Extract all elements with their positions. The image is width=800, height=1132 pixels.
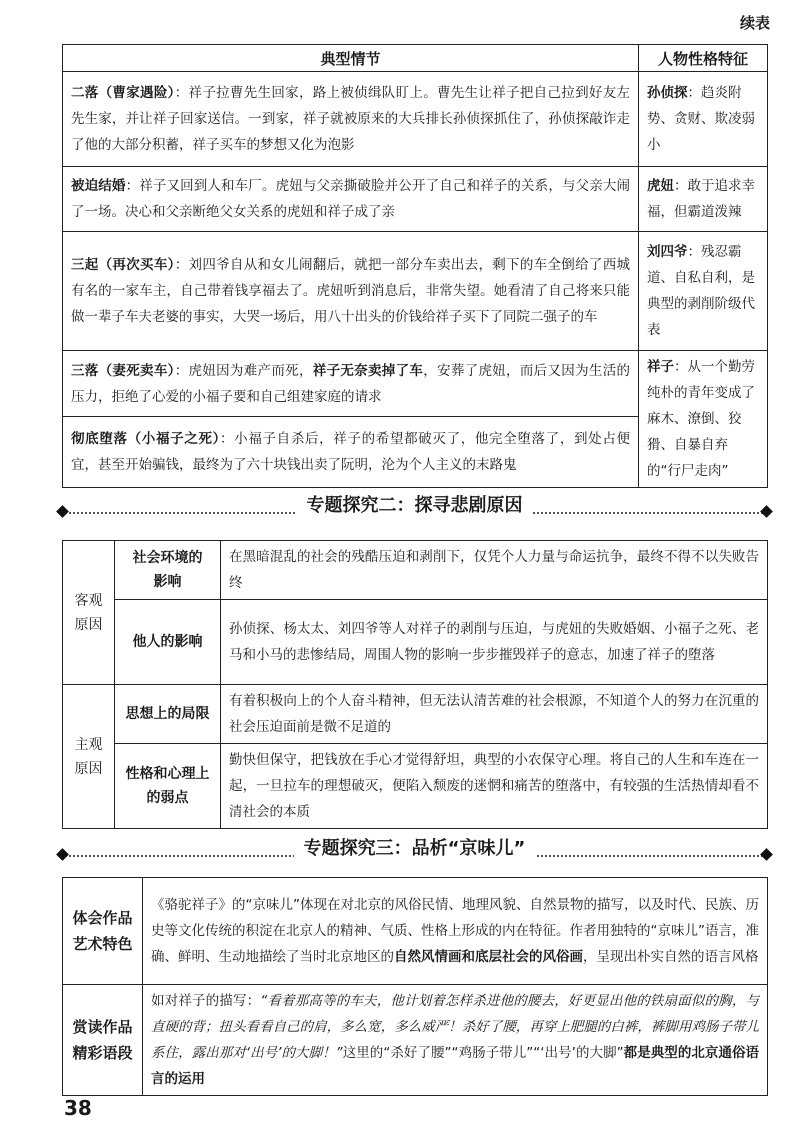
- tragedy-causes-table: [62, 540, 768, 829]
- trait-cell: [639, 232, 768, 351]
- emphasis-text: 都是典型的北京通俗语言的运用: [151, 1045, 760, 1087]
- row-label: 赏读作品精彩语段: [63, 985, 143, 1096]
- table-row: [63, 167, 768, 232]
- table-row: [63, 232, 768, 351]
- trait-name: 虎妞: [647, 178, 674, 194]
- table-row: [63, 685, 768, 744]
- group-label: 客观原因: [63, 541, 115, 685]
- table-row: [63, 72, 768, 167]
- plot-title: 二落（曹家遇险）: [71, 85, 175, 101]
- column-header-plot: 典型情节: [63, 45, 639, 72]
- table-row: [63, 744, 768, 829]
- trait-cell: [639, 167, 768, 232]
- row-text: 在黑暗混乱的社会的残酷压迫和剥削下，仅凭个人力量与命运抗争，最终不得不以失败告终: [221, 541, 768, 600]
- section-heading-2: [62, 486, 767, 526]
- trait-text: ：从一个勤劳纯朴的青年变成了麻木、潦倒、狡猾、自暴自弃的“行尸走肉”: [647, 359, 755, 479]
- row-label: 他人的影响: [115, 600, 221, 685]
- table-row: [63, 541, 768, 600]
- plot-title: 三起（再次买车）: [71, 257, 175, 273]
- page-number: 38: [64, 1096, 92, 1120]
- trait-cell: [639, 72, 768, 167]
- paragraph-text: ，呈现出朴实自然的语言风格: [583, 949, 759, 965]
- trait-text: ：残忍霸道、自私自利，是典型的剥削阶级代表: [647, 244, 755, 338]
- section-heading-3: [62, 829, 767, 869]
- plot-text: ：刘四爷自从和女儿闹翻后，就把一部分车卖出去，剩下的车全倒给了西城有名的一家车主，自己带着钱享福去了。虎妞听到消息后，非常失望。她看清了自己将来只能做一辈子车夫老婆的事实，大哭一场后，用八十出头的价钱给祥子买下了同院二强子的车: [71, 257, 631, 325]
- quote-text: “看着那高等的车夫，他计划着怎样杀进他的腰去，好更显出他的铁扇面似的胸，与直硬的背；扭头看看自己的肩，多么宽，多么威严！杀好了腰，再穿上肥腿的白裤，裤脚用鸡肠子带儿系住，露出那对‘出号’的大脚！”: [151, 993, 760, 1061]
- row-label: 体会作品艺术特色: [63, 878, 143, 985]
- plot-bold-text: 祥子无奈卖掉了车: [312, 362, 424, 379]
- plot-text: ，安葬了虎妞，而后又因为生活的压力，拒绝了心爱的小福子要和自己组建家庭的请求: [71, 362, 631, 405]
- row-label: 思想上的局限: [115, 685, 221, 744]
- trait-name: 刘四爷: [647, 244, 688, 260]
- row-text: 有着积极向上的个人奋斗精神，但无法认清苦难的社会根源，不知道个人的努力在沉重的社会压迫面前是微不足道的: [221, 685, 768, 744]
- plot-text: ：虎妞因为难产而死，: [174, 362, 313, 379]
- row-text: 孙侦探、杨太太、刘四爷等人对祥子的剥削与压迫，与虎妞的失败婚姻、小福子之死、老马和小马的悲惨结局，周围人物的影响一步步摧毁祥子的意志，加速了祥子的堕落: [221, 600, 768, 685]
- plot-cell: [63, 232, 639, 351]
- row-label: 社会环境的影响: [115, 541, 221, 600]
- section-title: 专题探究二：探寻悲剧原因: [297, 495, 533, 516]
- column-header-traits: 人物性格特征: [639, 45, 768, 72]
- continued-label: 续表: [739, 14, 770, 32]
- plot-cell: [63, 417, 639, 488]
- row-label: 性格和心理上的弱点: [115, 744, 221, 829]
- trait-cell: [639, 351, 768, 488]
- plot-title: 被迫结婚: [71, 178, 126, 194]
- row-text: [143, 878, 768, 985]
- table-row: [63, 351, 768, 417]
- section-title: 专题探究三：品析“京味儿”: [294, 838, 536, 859]
- plot-cell: [63, 72, 639, 167]
- plot-text: ：祥子拉曹先生回家，路上被侦缉队盯上。曹先生让祥子把自己拉到好友左先生家，并让祥子回家送信。一到家，祥子就被原来的大兵排长孙侦探抓住了，孙侦探敲诈走了他的大部分积蓄，祥子买车的梦想又化为泡影: [71, 85, 631, 153]
- trait-name: 孙侦探: [647, 85, 688, 101]
- plot-character-table: [62, 44, 768, 488]
- group-label: 主观原因: [63, 685, 115, 829]
- jingwei-table: [62, 877, 768, 1096]
- table-header-row: [63, 45, 768, 72]
- table-row: [63, 600, 768, 685]
- plot-text: ：祥子又回到人和车厂。虎妞与父亲撕破脸并公开了自己和祥子的关系，与父亲大闹了一场。决心和父亲断绝父女关系的虎妞和祥子成了亲: [71, 178, 631, 220]
- paragraph-text: 这里的“杀好了腰”“鸡肠子带儿”“‘出号’的大脚”: [342, 1045, 624, 1061]
- trait-text: ：趋炎附势、贪财、欺凌弱小: [647, 85, 755, 153]
- paragraph-text: 如对祥子的描写：: [151, 993, 261, 1009]
- trait-name: 祥子: [647, 359, 674, 375]
- row-text: [143, 985, 768, 1096]
- trait-text: ：敢于追求幸福，但霸道泼辣: [647, 178, 755, 220]
- plot-title: 三落（妻死卖车）: [71, 362, 175, 379]
- plot-text: ：小福子自杀后，祥子的希望都破灭了，他完全堕落了，到处占便宜，甚至开始骗钱，最终为了六十块钱出卖了阮明，沦为个人主义的末路鬼: [71, 431, 631, 474]
- table-row: [63, 985, 768, 1096]
- plot-cell: [63, 167, 639, 232]
- plot-title: 彻底堕落（小福子之死）: [71, 431, 221, 448]
- table-row: [63, 878, 768, 985]
- plot-cell: [63, 351, 639, 417]
- emphasis-text: 自然风情画和底层社会的风俗画: [394, 949, 583, 965]
- row-text: 勤快但保守，把钱放在手心才觉得舒坦，典型的小农保守心理。将自己的人生和车连在一起，一旦拉车的理想破灭，便陷入颓废的迷惘和痛苦的堕落中，有较强的生活热情却看不清社会的本质: [221, 744, 768, 829]
- paragraph-text: 《骆驼祥子》的“京味儿”体现在对北京的风俗民情、地理风貌、自然景物的描写，以及时代、民族、历史等文化传统的积淀在北京人的精神、气质、性格上形成的内在特征。作者用独特的“京味儿”语言，准确、鲜明、生动地描绘了当时北京地区的: [151, 897, 759, 965]
